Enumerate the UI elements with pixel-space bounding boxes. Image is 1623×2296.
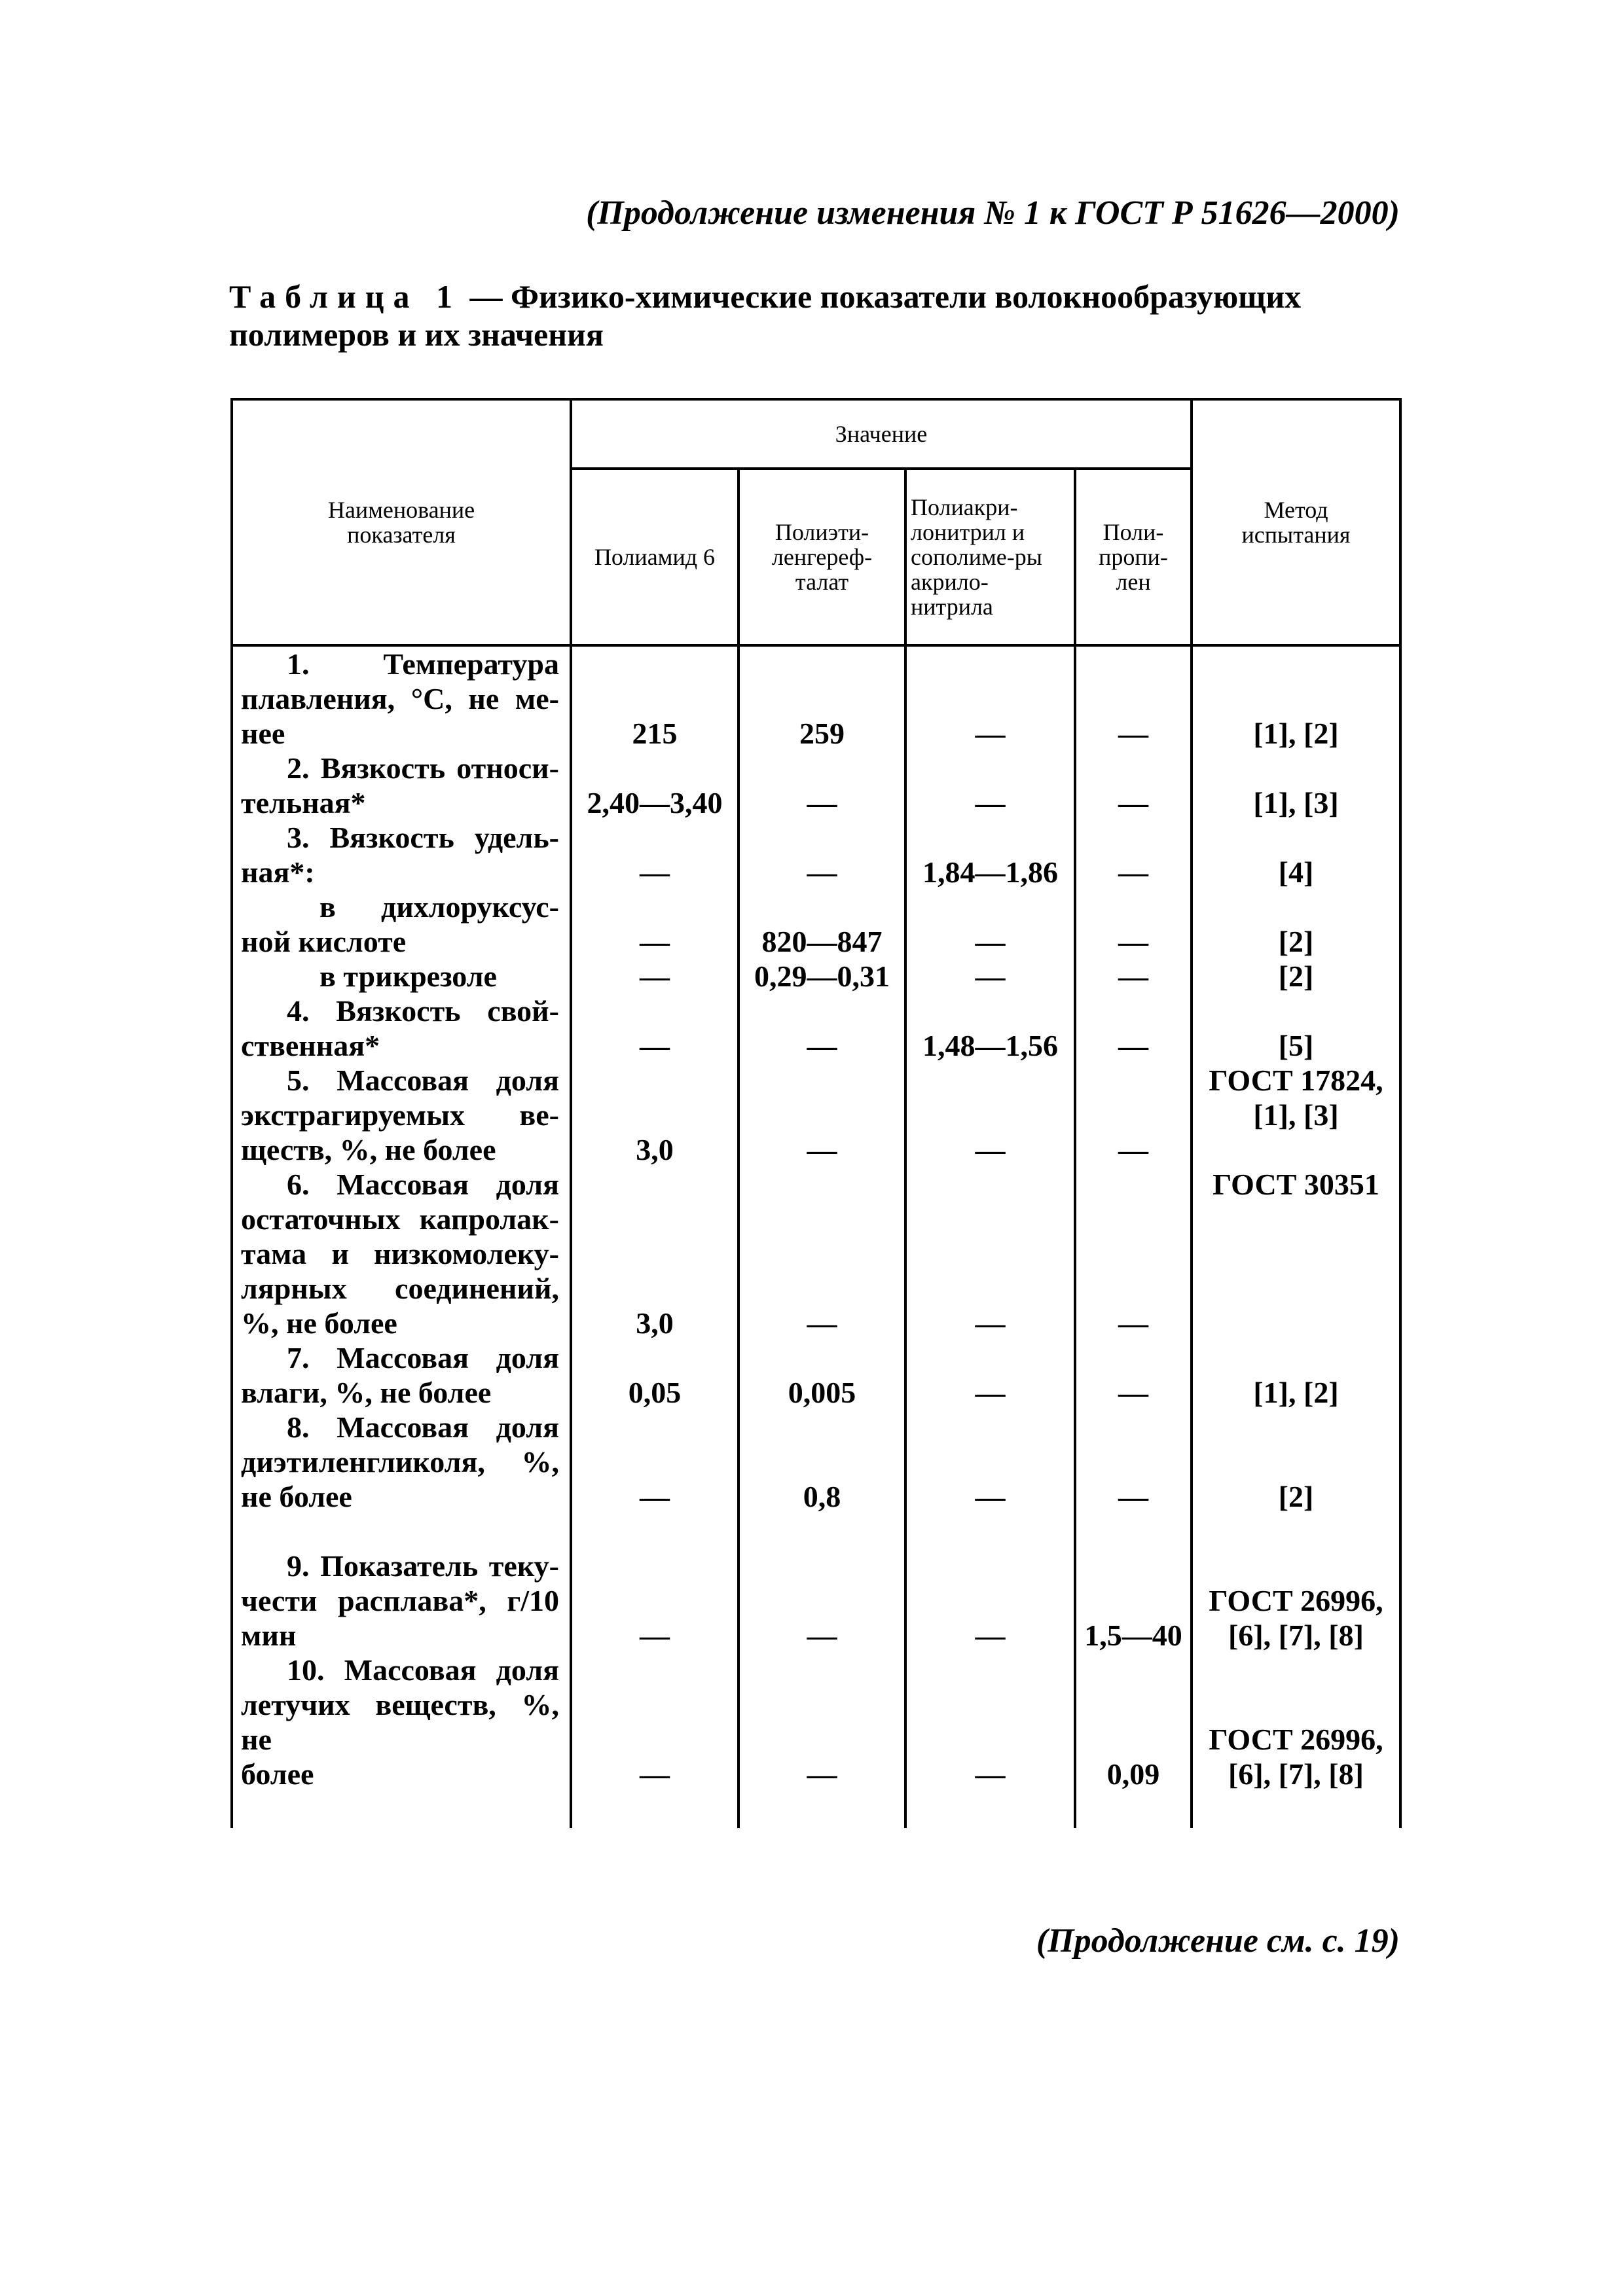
- value-cell: —: [739, 1167, 905, 1340]
- table-row: [232, 1340, 1400, 1410]
- row-name: [232, 645, 571, 751]
- value-cell: —: [571, 889, 739, 959]
- value-cell: 3,0: [571, 1063, 739, 1167]
- method-cell: [1], [3]: [1192, 751, 1400, 820]
- value-cell: 215: [571, 645, 739, 751]
- value-cell: —: [1075, 1167, 1192, 1340]
- row-name-line: ной кислоте: [241, 925, 407, 958]
- row-name: [232, 1410, 571, 1514]
- row-name-line: лярных соединений,: [241, 1272, 559, 1305]
- value-cell: 0,29—0,31: [739, 959, 905, 994]
- value-cell: —: [571, 1653, 739, 1828]
- table-row: [232, 820, 1400, 889]
- value-cell: —: [905, 1514, 1075, 1653]
- col-header-method: Метод испытания: [1192, 399, 1400, 645]
- value-cell: —: [571, 1410, 739, 1514]
- value-cell: 1,5—40: [1075, 1514, 1192, 1653]
- value-cell: —: [905, 1340, 1075, 1410]
- row-name-line: 5. Массовая доля: [287, 1064, 559, 1097]
- row-name-line: ная*:: [241, 855, 315, 889]
- method-cell: [5]: [1192, 994, 1400, 1063]
- value-cell: —: [905, 1063, 1075, 1167]
- row-name-line: 10. Массовая доля: [287, 1653, 559, 1687]
- value-cell: —: [905, 1653, 1075, 1828]
- row-name-line: чести расплава*, г/10 мин: [241, 1584, 559, 1652]
- method-cell: ГОСТ 30351: [1192, 1167, 1400, 1340]
- table-caption: [229, 278, 1400, 353]
- row-name-line: тельная*: [241, 786, 366, 819]
- row-name-line: 2. Вязкость относи-: [287, 751, 559, 785]
- row-name: [232, 1340, 571, 1410]
- row-name-line: летучих веществ, %, не: [241, 1688, 559, 1756]
- sub-col-pan: Полиакри-лонитрил и сополиме-ры акрило-нитрила: [905, 469, 1075, 645]
- method-cell: ГОСТ 17824, [1], [3]: [1192, 1063, 1400, 1167]
- row-name-line: более: [241, 1757, 314, 1791]
- row-name-line: не более: [241, 1480, 352, 1513]
- row-name-line: 9. Показатель теку-: [287, 1549, 559, 1583]
- value-cell: —: [739, 1514, 905, 1653]
- value-cell: —: [739, 1063, 905, 1167]
- value-cell: 0,09: [1075, 1653, 1192, 1828]
- data-table: [230, 398, 1402, 1828]
- value-cell: —: [739, 751, 905, 820]
- value-cell: —: [1075, 1063, 1192, 1167]
- value-cell: 0,8: [739, 1410, 905, 1514]
- value-cell: —: [571, 1514, 739, 1653]
- value-cell: —: [905, 1167, 1075, 1340]
- table-row: [232, 1410, 1400, 1514]
- value-cell: —: [905, 889, 1075, 959]
- value-cell: —: [571, 959, 739, 994]
- value-cell: —: [1075, 889, 1192, 959]
- row-name: [232, 751, 571, 820]
- row-name-line: диэтиленгликоля, %,: [241, 1445, 559, 1479]
- row-name-line: в дихлоруксус-: [319, 890, 559, 924]
- value-cell: —: [1075, 994, 1192, 1063]
- row-name: [232, 820, 571, 889]
- value-cell: 1,48—1,56: [905, 994, 1075, 1063]
- col-header-name: Наименование показателя: [232, 399, 571, 645]
- table-row: [232, 1167, 1400, 1340]
- sub-col-pp: Поли-пропи-лен: [1075, 469, 1192, 645]
- sub-col-pet: Полиэти-ленгереф-талат: [739, 469, 905, 645]
- method-cell: [2]: [1192, 1410, 1400, 1514]
- row-name: [232, 1063, 571, 1167]
- value-cell: —: [1075, 751, 1192, 820]
- value-cell: —: [1075, 1340, 1192, 1410]
- row-name-line: 4. Вязкость свой-: [287, 994, 559, 1028]
- row-name-line: %, не более: [241, 1306, 397, 1340]
- value-cell: 3,0: [571, 1167, 739, 1340]
- table-row: [232, 889, 1400, 959]
- value-cell: 2,40—3,40: [571, 751, 739, 820]
- value-cell: —: [571, 994, 739, 1063]
- row-name-line: ственная*: [241, 1029, 380, 1062]
- col-header-value: Значение: [571, 399, 1192, 469]
- row-name: [232, 959, 571, 994]
- method-cell: ГОСТ 26996, [6], [7], [8]: [1192, 1653, 1400, 1828]
- row-name-line: 7. Массовая доля: [287, 1341, 559, 1374]
- row-name-line: плавления, °С, не ме-: [241, 682, 559, 715]
- value-cell: 0,005: [739, 1340, 905, 1410]
- row-name-line: 6. Массовая доля: [287, 1168, 559, 1201]
- value-cell: —: [1075, 645, 1192, 751]
- value-cell: —: [1075, 820, 1192, 889]
- value-cell: —: [905, 1410, 1075, 1514]
- table-row: [232, 1514, 1400, 1653]
- value-cell: 1,84—1,86: [905, 820, 1075, 889]
- row-name-line: 8. Массовая доля: [287, 1410, 559, 1444]
- row-name-line: в трикрезоле: [319, 960, 497, 993]
- row-name-line: ществ, %, не более: [241, 1133, 496, 1166]
- table-row: [232, 1063, 1400, 1167]
- value-cell: —: [571, 820, 739, 889]
- value-cell: —: [905, 751, 1075, 820]
- table-row: [232, 751, 1400, 820]
- value-cell: —: [739, 820, 905, 889]
- value-cell: 259: [739, 645, 905, 751]
- value-cell: —: [1075, 959, 1192, 994]
- caption-text-2: полимеров и их значения: [229, 316, 604, 353]
- value-cell: —: [905, 959, 1075, 994]
- value-cell: —: [739, 994, 905, 1063]
- method-cell: [2]: [1192, 889, 1400, 959]
- row-name: [232, 889, 571, 959]
- table-row: [232, 959, 1400, 994]
- row-name-line: экстрагируемых ве-: [241, 1098, 559, 1132]
- method-cell: [1], [2]: [1192, 1340, 1400, 1410]
- row-name-line: 1. Температура: [287, 647, 559, 681]
- method-cell: ГОСТ 26996, [6], [7], [8]: [1192, 1514, 1400, 1653]
- row-name-line: нее: [241, 717, 285, 750]
- caption-label: Таблица 1: [229, 278, 462, 315]
- table-row: [232, 994, 1400, 1063]
- row-name-line: тама и низкомолеку-: [241, 1237, 559, 1270]
- method-cell: [1], [2]: [1192, 645, 1400, 751]
- row-name: [232, 1514, 571, 1653]
- sub-col-polyamide: Полиамид 6: [571, 469, 739, 645]
- value-cell: —: [739, 1653, 905, 1828]
- page-header: (Продолжение изменения № 1 к ГОСТ Р 51626—2000): [586, 194, 1400, 232]
- method-cell: [2]: [1192, 959, 1400, 994]
- method-cell: [4]: [1192, 820, 1400, 889]
- row-name-line: влаги, %, не более: [241, 1376, 492, 1409]
- row-name: [232, 1167, 571, 1340]
- table-row: [232, 1653, 1400, 1828]
- table-row: [232, 645, 1400, 751]
- row-name: [232, 994, 571, 1063]
- value-cell: —: [1075, 1410, 1192, 1514]
- page-footer: (Продолжение см. с. 19): [1036, 1922, 1400, 1960]
- caption-text: — Физико-химические показатели волокнообразующих: [469, 278, 1302, 315]
- value-cell: —: [905, 645, 1075, 751]
- value-cell: 820—847: [739, 889, 905, 959]
- value-cell: 0,05: [571, 1340, 739, 1410]
- row-name: [232, 1653, 571, 1828]
- row-name-line: остаточных капролак-: [241, 1202, 559, 1236]
- row-name-line: 3. Вязкость удель-: [287, 821, 559, 854]
